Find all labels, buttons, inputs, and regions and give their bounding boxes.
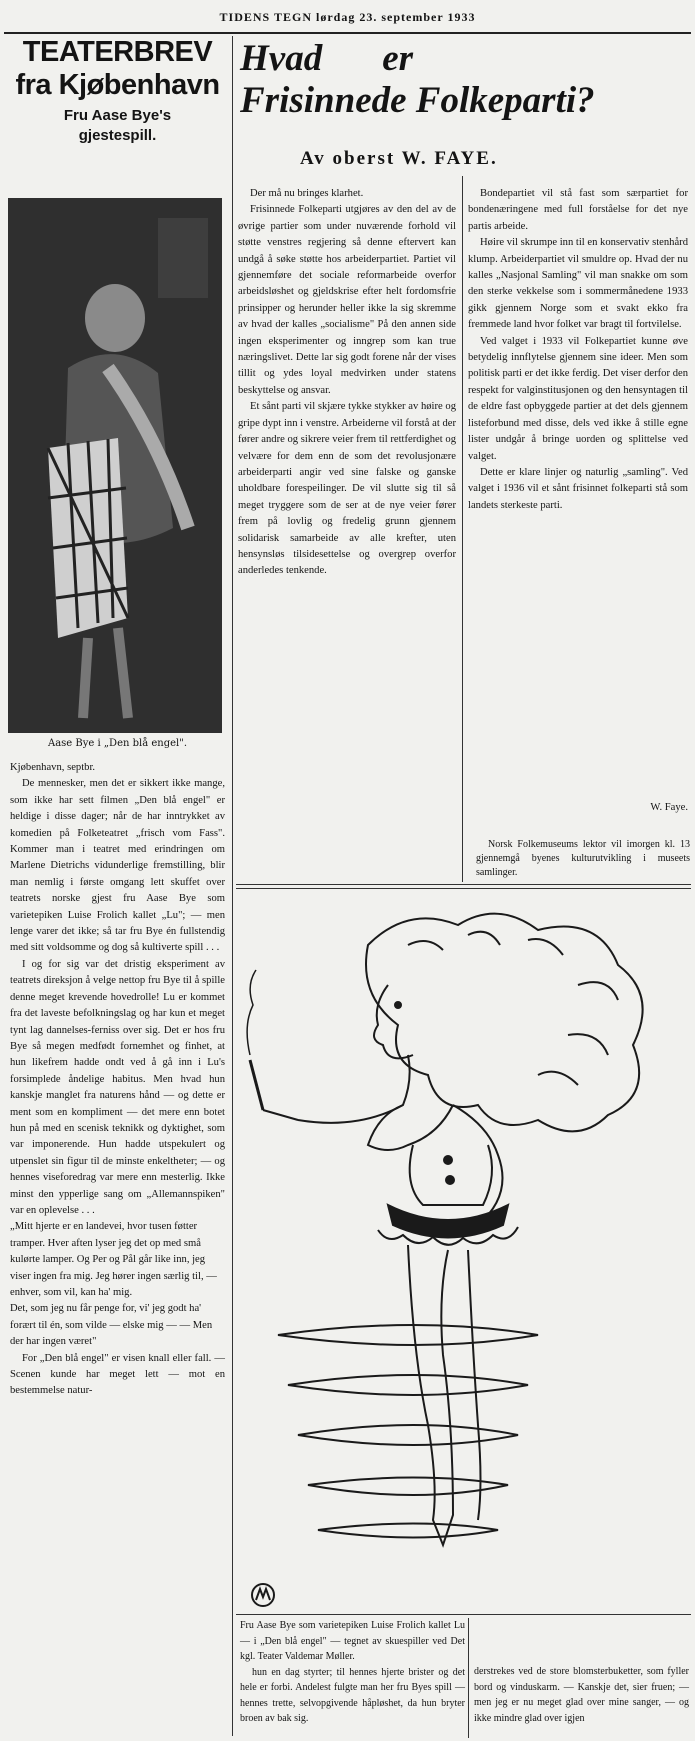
paragraph: Der må nu bringes klarhet. — [250, 188, 364, 199]
paragraph: For „Den blå engel" er visen knall eller fall. — Scenen kunde har meget lett — mot en bestemmelse natur- — [10, 1352, 225, 1397]
caricature-drawing — [238, 905, 688, 1610]
headline-line-2: fra Kjøbenhavn — [15, 69, 220, 101]
theatre-letter-body — [10, 760, 225, 1400]
paragraph: Høire vil skrumpe inn til en konservativ stenhård klump. Arbeiderpartiet vil smuldre op. Hvad der nu kalles „Nasjonal Samling" vil man snakke om som den sterke vekkelse som i sommermånedene 1933 gikk gjennem Norge som et svakt ekko fra fremmede land hvor folket var bragt til fortvilelse. — [468, 237, 689, 331]
paragraph: I og for sig var det dristig eksperiment av teatrets direksjon å velge nettop fru Bye til å spille denne meget krevende hovedrolle! Lu er kommet fra det laveste befolkningslag og har kun et meget tynt lag dannelses-ferniss over sig. Det er hos fru Bye så megen medfødt fornemhet og finhet, at hun likefrem hadde ondt ved å gå inn i Lu's forsimplede åndelige habitus. Men hvad hun kanskje manglet fra naturens hånd — og dette er ment som en kompliment — det mere enn botet hun på med en scenisk teknikk og dyktighet, som var imponerende. Hun hadde utspekulert og utpenslet sin figur til de minste enkeltheter; — og hennes viseforedrag var mere enn mesterlig. Ikke minst den ypperlige sang om „Allemannspiken" var en oplevelse . . . — [10, 958, 225, 1216]
paragraph: Dette er klare linjer og naturlig „samling". Ved valget i 1936 vil et sånt frisinnet folkeparti stå som landets sterkeste parti. — [468, 466, 688, 511]
paragraph: Et sånt parti vil skjære tykke stykker av høire og gripe dypt inn i venstre. Arbeiderne vil forstå at der fører andre og sikrere veier frem til rettferdighet og velvære for dem enn de som det revolusjonære arbeiderparti angir ved sine falske og ganske uholdbare forespeilinger. De vil slutte sig til så meget tryggere som de ser at de nye veier fører frem på lovlig og fredelig grunn gjennem solidarisk samarbeide av alle krefter, uten hensynsløs tilsidesettelse og overgrep overfor anderledes tenkende. — [238, 401, 456, 577]
headline-line-1: TEATERBREV — [22, 36, 213, 68]
signature: W. Faye. — [650, 802, 688, 813]
column-rule-right — [462, 176, 463, 882]
theatre-letter-header — [5, 36, 230, 146]
byline: Av oberst W. FAYE. — [300, 148, 498, 169]
paragraph: Det, som jeg nu får penge for, vi' jeg godt ha' forært til én, som vilde — elske mig — — Men der har ingen været" — [10, 1303, 213, 1348]
paragraph: Kjøbenhavn, septbr. — [10, 762, 96, 773]
bottom-col-3 — [474, 1664, 689, 1726]
paragraph: „Mitt hjerte er en landevei, hvor tusen føtter tramper. Hver aften lyser jeg det op med små kulørte lamper. Og Per og Pål går like inn, jeg viser ingen fra mig. Jeg hører ingen særlig til, — enhver, som vil, kan ha' mig. — [10, 1221, 217, 1298]
photo-caption: Aase Bye i „Den blå engel". — [47, 738, 187, 749]
masthead-rule — [4, 32, 691, 34]
paragraph: De mennesker, men det er sikkert ikke mange, som ikke har sett filmen „Den blå engel" er heldige i disse dager; når de har inntrykket av komedien på Folketeatret „frisch vom Fass". Kommer man i teatret med erindringen om Marlene Dietrichs vidunderlige fremstilling, blir man nemlig i første omgang lett skuffet over teatrets norske gjest fru Aase Bye som varietepiken Luise Frolich kallet „Lu"; — men lenge varer det ikke; så tar fru Bye én fullstendig med sitt voldsomme og dog så kultiverte spill . . . — [10, 778, 225, 954]
bottom-col-3-text: derstrekes ved de store blomsterbuketter, som fyller bord og vinduskarm. — Kanskje det, sier fruen; — men jeg er nu meget glad over mine sanger, — og ikke mindre glad over igjen — [474, 1666, 689, 1724]
subheadline-line-1: Fru Aase Bye's — [63, 107, 172, 124]
cartoon-rule — [236, 1614, 691, 1615]
political-headline — [240, 38, 690, 122]
bottom-column-rule — [468, 1618, 469, 1738]
paragraph: Frisinnede Folkeparti utgjøres av den del av de øvrige partier som under nuværende forhold vil støtte venstres regjering så denne eftervert kan undgå å søke støtte hos arbeiderpartiet. Partiet vil gjennemføre det sociale reformarbeide overfor arbeidsløshet og gjeldskrise efter helt fordomsfrie prinsipper og herunder heller ikke la sig skremme av hvad der kalles „socialisme" På den annen side ingen eksperimenter og inngrep som kan true næringslivet. Dette lar sig godt forene når der vises tillit og ydes loyal medvirken under statens beskyttelse og ansvar. — [238, 204, 456, 396]
political-article-col-1 — [238, 186, 456, 580]
subheadline-line-2: gjestespill. — [78, 127, 157, 144]
paragraph: Bondepartiet vil stå fast som særpartiet for bondenæringene med full forståelse for det nye partis arbeide. — [468, 188, 688, 232]
bottom-col-2-text: hun en dag styrter; til hennes hjerte brister og det hele er forbi. Andelest fulgte man her fru Byes spill — hennes trette, selvopgivende håpløshet, da hun bryter broen av bak sig. — [240, 1666, 465, 1724]
paragraph: Ved valget i 1933 vil Folkepartiet kunne øve betydelig innflytelse gjennem sine ideer. Men som politisk parti er det ikke ferdig. Det viser derfor den respekt for valginstitusjonen og den hensyntagen til de eldre fast opbyggede partier at det dels gjennem listeforbund med disse, dels ved ikke å stille egne lister undgår å bringe uorden og splittelse ved valget. — [468, 335, 688, 462]
headline-word-er: er — [382, 38, 414, 79]
photo-aase-bye — [8, 198, 222, 733]
headline-line-2: Frisinnede Folkeparti? — [240, 80, 595, 121]
cartoon-caption: Fru Aase Bye som varietepiken Luise Frolich kallet Lu — i „Den blå engel" — tegnet av skuespiller ved Det kgl. Teater Valdemar Møller. — [240, 1620, 465, 1662]
section-rule-double — [236, 888, 691, 889]
political-article-col-2 — [468, 186, 688, 514]
headline-word-hvad: Hvad — [240, 38, 323, 79]
bottom-col-1 — [240, 1618, 465, 1727]
section-rule — [236, 884, 691, 885]
column-rule-left — [232, 36, 233, 1736]
museum-notice: Norsk Folkemuseums lektor vil imorgen kl. 13 gjennemgå byenes kulturutvikling i museets samlinger. — [476, 839, 690, 878]
masthead: TIDENS TEGN lørdag 23. september 1933 — [219, 10, 476, 24]
